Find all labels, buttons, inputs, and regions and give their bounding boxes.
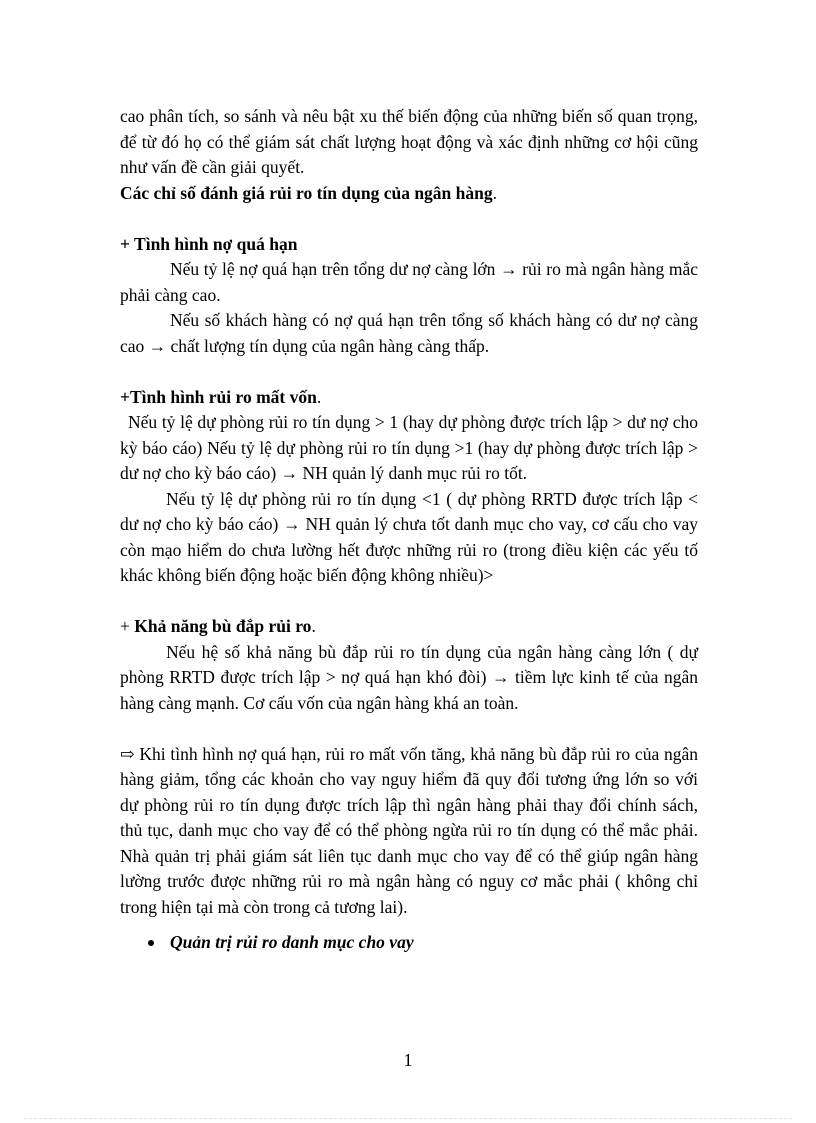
cover-heading [120, 614, 698, 640]
conclusion-paragraph: ⇨ Khi tình hình nợ quá hạn, rủi ro mất vốn tăng, khả năng bù đắp rủi ro của ngân hàng giảm, tổng các khoản cho vay nguy hiểm đã quy đổi tương ứng lớn so với dự phòng rủi ro tín dụng được trích lập thì ngân hàng phải thay đổi chính sách, thủ tục, danh mục cho vay để có thể phòng ngừa rủi ro tín dụng có thể mắc phải. Nhà quản trị phải giám sát liên tục danh mục cho vay để có thể giúp ngân hàng lường trước được những rủi ro mà ngân hàng có nguy cơ mắc phải ( không chỉ trong hiện tại mà còn trong cả tương lai). [120, 743, 698, 917]
overdue-paragraph-1: Nếu tỷ lệ nợ quá hạn trên tổng dư nợ càng lớn → rủi ro mà ngân hàng mắc phải càng cao. [120, 259, 698, 305]
cover-title: Khả năng bù đắp rủi ro [134, 616, 312, 636]
overdue-paragraph-2: Nếu số khách hàng có nợ quá hạn trên tổng số khách hàng có dư nợ càng cao → chất lượng tín dụng của ngân hàng càng thấp. [120, 310, 698, 356]
loss-heading [120, 385, 698, 411]
loss-plus: + [120, 386, 130, 407]
page-number: 1 [403, 1050, 413, 1070]
overdue-title: Tình hình nợ quá hạn [134, 233, 298, 254]
cover-paragraph-1: Nếu hệ số khả năng bù đắp rủi ro tín dụng của ngân hàng càng lớn ( dự phòng RRTD được trích lập > nợ quá hạn khó đòi) → tiềm lực kinh tế của ngân hàng càng mạnh. Cơ cấu vốn của ngân hàng khá an toàn. [120, 641, 698, 713]
overdue-heading [120, 232, 698, 258]
loss-tail: . [316, 386, 322, 407]
bullet-item [148, 930, 698, 956]
loss-title: Tình hình rủi ro mất vốn [129, 386, 317, 407]
indicators-heading-text: Các chỉ số đánh giá rủi ro tín dụng của ngân hàng [120, 182, 493, 203]
document-body [120, 104, 698, 956]
cover-tail: . [311, 616, 316, 636]
bullet-heading: Quản trị rủi ro danh mục cho vay [170, 932, 414, 952]
indicators-heading-tail: . [492, 182, 498, 203]
loss-paragraph-2: Nếu tỷ lệ dự phòng rủi ro tín dụng <1 ( dự phòng RRTD được trích lập < dư nợ cho kỳ báo cáo) → NH quản lý chưa tốt danh mục cho vay, cơ cấu cho vay còn mạo hiểm do chưa lường hết được những rủi ro (trong điều kiện các yếu tố khác không biến động hoặc biến động không nhiều)> [120, 488, 698, 585]
page-bottom-divider [24, 1118, 792, 1119]
overdue-plus: + [120, 233, 135, 254]
indicators-heading [120, 181, 698, 207]
cover-plus: + [120, 616, 135, 636]
intro-paragraph: cao phân tích, so sánh và nêu bật xu thế biến động của những biến số quan trọng, để từ đó họ có thể giám sát chất lượng hoạt động và xác định những cơ hội cũng như vấn đề cần giải quyết. [120, 106, 698, 177]
bullet-dot-icon [148, 940, 154, 946]
loss-paragraph-1: Nếu tỷ lệ dự phòng rủi ro tín dụng > 1 (hay dự phòng được trích lập > dư nợ cho kỳ báo cáo) Nếu tỷ lệ dự phòng rủi ro tín dụng >1 (hay dự phòng được trích lập > dư nợ cho kỳ báo cáo) → NH quản lý danh mục rủi ro tốt. [120, 412, 698, 483]
